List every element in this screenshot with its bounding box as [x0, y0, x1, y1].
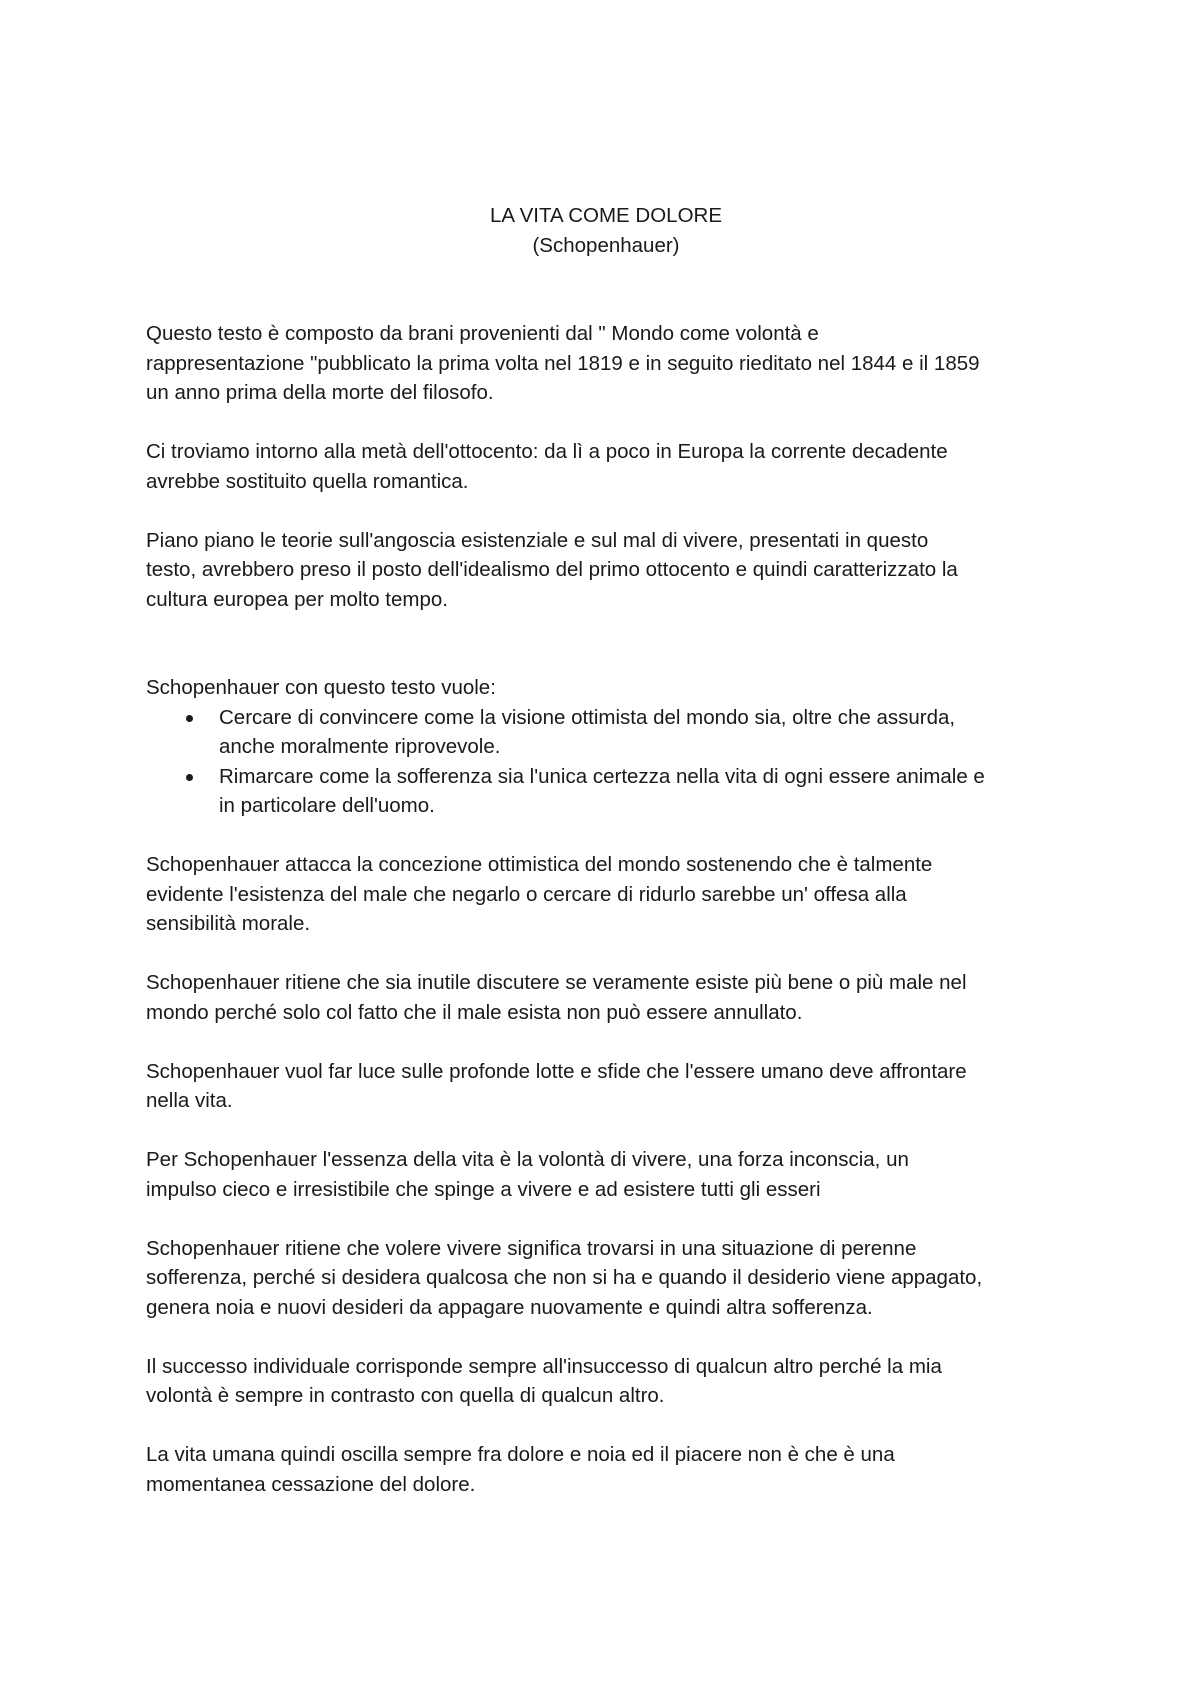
text-line: Schopenhauer vuol far luce sulle profonde lotte e sfide che l'essere umano deve affrontare: [146, 1059, 967, 1083]
document-body: [146, 201, 1066, 1529]
text-line: sofferenza, perché si desidera qualcosa che non si ha e quando il desiderio viene appagato,: [146, 1266, 983, 1289]
title-block: [146, 201, 1066, 260]
text-line: La vita umana quindi oscilla sempre fra dolore e noia ed il piacere non è che è una: [146, 1443, 895, 1466]
text-line: Per Schopenhauer l'essenza della vita è la volontà di vivere, una forza inconscia, un: [146, 1148, 909, 1171]
text-line: Schopenhauer ritiene che volere vivere significa trovarsi in una situazione di perenne: [146, 1236, 917, 1260]
paragraph-body-3: [146, 1057, 1066, 1116]
text-line: rappresentazione "pubblicato la prima volta nel 1819 e in seguito rieditato nel 1844 e il 1859: [146, 351, 980, 375]
text-line: Questo testo è composto da brani provenienti dal " Mondo come volontà e: [146, 322, 819, 345]
bullet-icon: [186, 715, 193, 722]
text-line: mondo perché solo col fatto che il male esista non può essere annullato.: [146, 1000, 803, 1024]
text-line: impulso cieco e irresistibile che spinge a vivere e ad esistere tutti gli esseri: [146, 1177, 821, 1201]
text-line: evidente l'esistenza del male che negarlo o cercare di ridurlo sarebbe un' offesa alla: [146, 882, 907, 906]
text-line: momentanea cessazione del dolore.: [146, 1472, 476, 1496]
paragraph-body-4: [146, 1145, 1066, 1204]
text-line: Ci troviamo intorno alla metà dell'ottocento: da lì a poco in Europa la corrente decadente: [146, 440, 948, 463]
text-line: genera noia e nuovi desideri da appagare nuovamente e quindi altra sofferenza.: [146, 1295, 873, 1319]
text-line: Schopenhauer attacca la concezione ottimistica del mondo sostenendo che è talmente: [146, 853, 933, 876]
text-line: Rimarcare come la sofferenza sia l'unica certezza nella vita di ogni essere animale e: [219, 764, 985, 788]
text-line: in particolare dell'uomo.: [219, 794, 435, 817]
list-item: [146, 703, 1066, 762]
text-line: un anno prima della morte del filosofo.: [146, 381, 494, 404]
list-intro: Schopenhauer con questo testo vuole:: [146, 676, 496, 699]
paragraph-body-2: [146, 968, 1066, 1027]
text-line: Piano piano le teorie sull'angoscia esistenziale e sul mal di vivere, presentati in questo: [146, 528, 929, 552]
text-line: Il successo individuale corrisponde sempre all'insuccesso di qualcun altro perché la mia: [146, 1354, 942, 1378]
document-subtitle: (Schopenhauer): [532, 233, 680, 257]
document-title: LA VITA COME DOLORE: [489, 204, 723, 227]
paragraph-body-6: [146, 1352, 1066, 1411]
text-line: volontà è sempre in contrasto con quella di qualcun altro.: [146, 1384, 665, 1407]
text-line: testo, avrebbero preso il posto dell'idealismo del primo ottocento e quindi caratterizzato la: [146, 558, 958, 581]
text-line: avrebbe sostituito quella romantica.: [146, 469, 469, 493]
paragraph-body-5: [146, 1234, 1066, 1323]
text-line: cultura europea per molto tempo.: [146, 587, 448, 611]
text-line: sensibilità morale.: [146, 912, 311, 935]
paragraph-body-7: [146, 1440, 1066, 1499]
text-line: Cercare di convincere come la visione ottimista del mondo sia, oltre che assurda,: [219, 705, 956, 729]
paragraph-intro-2: [146, 437, 1066, 496]
text-line: nella vita.: [146, 1089, 233, 1112]
text-line: Schopenhauer ritiene che sia inutile discutere se veramente esiste più bene o più male nel: [146, 971, 967, 994]
paragraph-intro-1: [146, 319, 1066, 408]
paragraph-intro-3: [146, 526, 1066, 615]
paragraph-body-1: [146, 850, 1066, 939]
bullet-icon: [186, 774, 193, 781]
text-line: anche moralmente riprovevole.: [219, 735, 501, 758]
bullet-list: [146, 703, 1066, 821]
list-item: [146, 762, 1066, 821]
